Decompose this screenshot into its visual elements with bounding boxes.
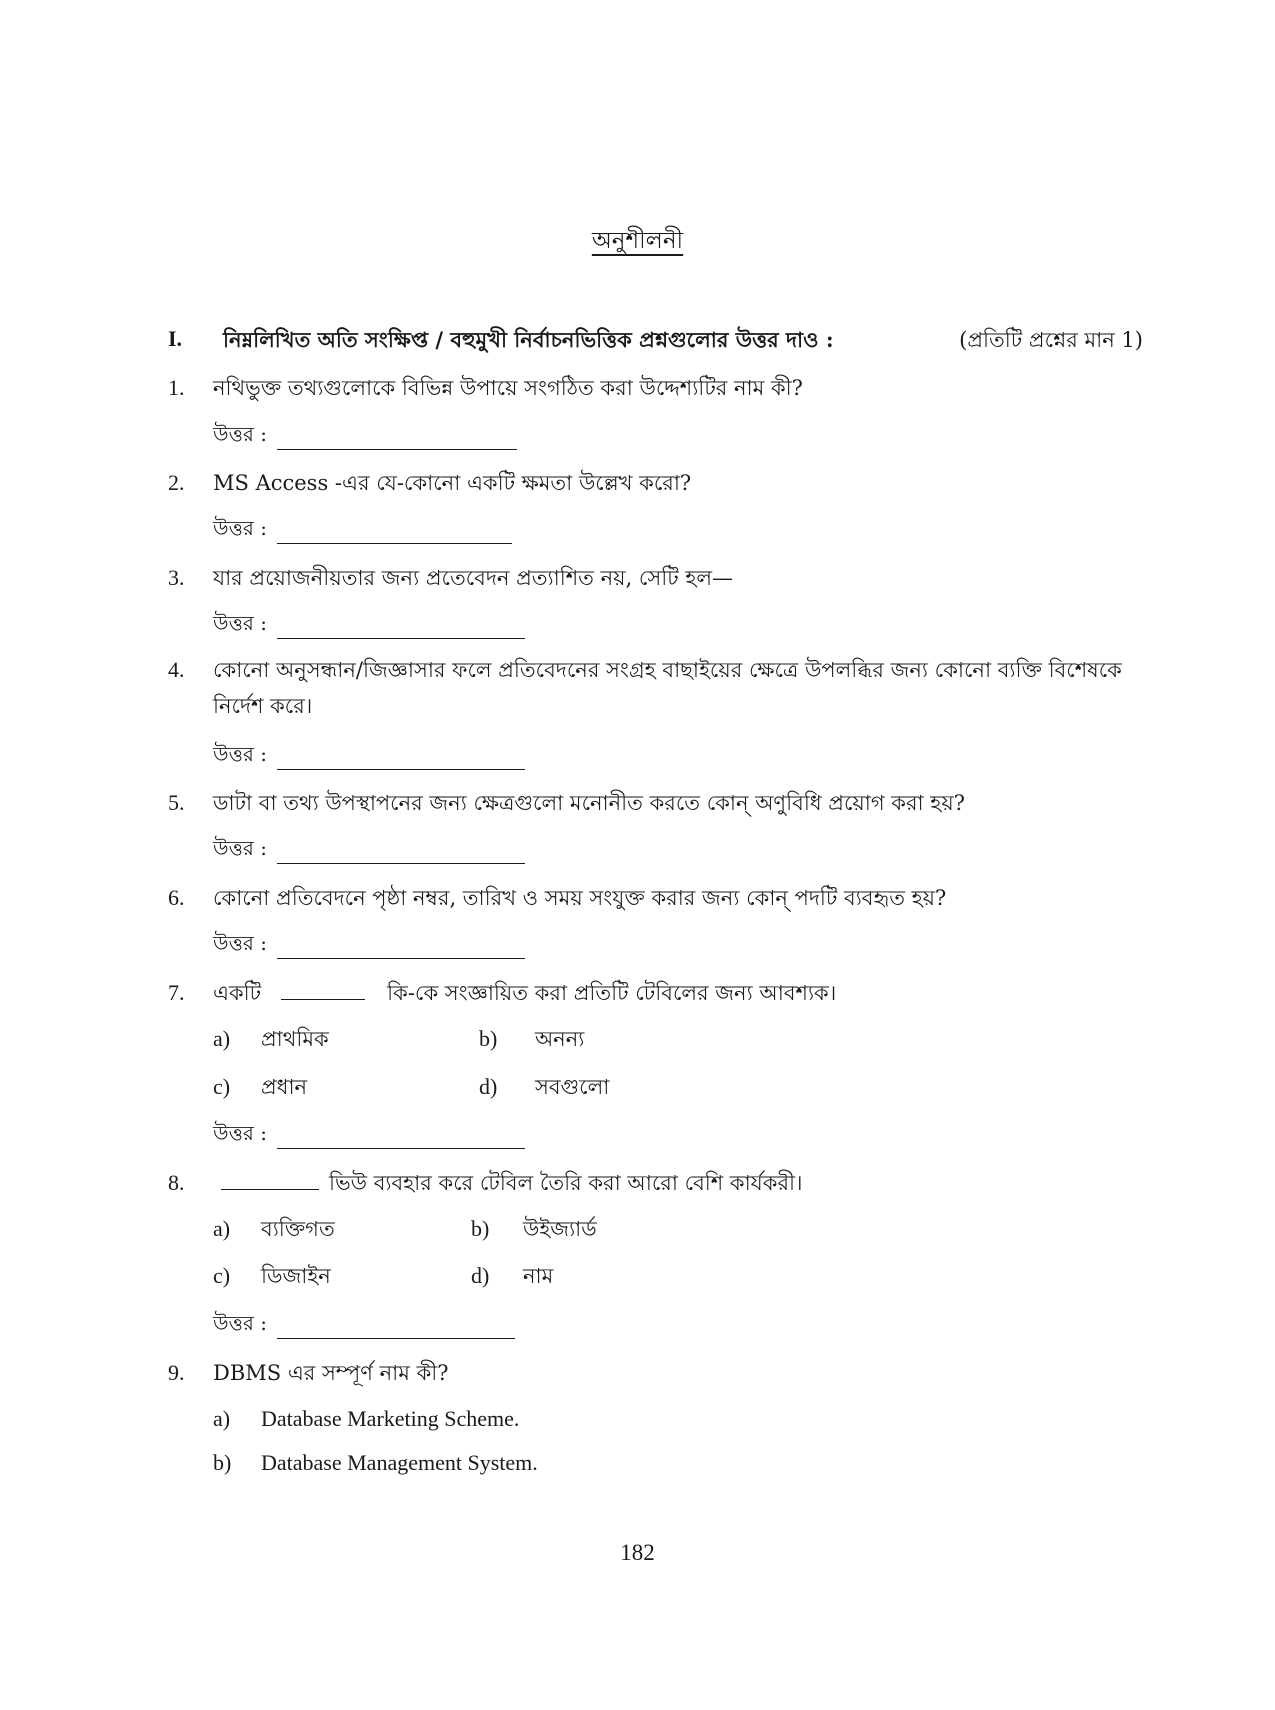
question-text: যার প্রয়োজনীয়তার জন্য প্রতেবেদন প্রত্যাশিত নয়, সেটি হল—	[213, 566, 734, 590]
option-c[interactable]: ডিজাইন	[261, 1264, 331, 1288]
question-text: নথিভুক্ত তথ্যগুলোকে বিভিন্ন উপায়ে সংগঠিত করা উদ্দেশ্যটির নাম কী?	[213, 376, 803, 400]
option-b[interactable]: উইজ্যার্ড	[523, 1217, 597, 1241]
answer-line[interactable]	[277, 425, 517, 450]
answer-label: উত্তর :	[213, 836, 267, 860]
question-text: কোনো প্রতিবেদনে পৃষ্ঠা নম্বর, তারিখ ও সময় সংযুক্ত করার জন্য কোন্ পদটি ব্যবহৃত হয়?	[213, 886, 947, 910]
option-letter: d)	[479, 1074, 498, 1099]
fill-blank[interactable]	[221, 1188, 319, 1190]
question-number: 7.	[168, 980, 185, 1005]
answer-label: উত্তর :	[213, 931, 267, 955]
answer-label: উত্তর :	[213, 1121, 267, 1145]
option-d[interactable]: নাম	[523, 1264, 554, 1288]
answer-line[interactable]	[277, 745, 525, 770]
option-b[interactable]: অনন্য	[535, 1027, 585, 1051]
answer-line[interactable]	[277, 839, 525, 864]
question-number: 6.	[168, 885, 185, 910]
answer-label: উত্তর :	[213, 742, 267, 766]
section-number: I.	[168, 326, 183, 351]
question-text	[213, 1165, 1158, 1201]
option-letter: c)	[213, 1074, 231, 1099]
option-c[interactable]: প্রধান	[261, 1075, 308, 1099]
options-row	[213, 1022, 813, 1058]
question-text	[213, 975, 1158, 1011]
option-letter: a)	[213, 1406, 231, 1431]
question-text: ডাটা বা তথ্য উপস্থাপনের জন্য ক্ষেত্রগুলো মনোনীত করতে কোন্ অণুবিধি প্রয়োগ করা হয়?	[213, 791, 965, 815]
option-letter: b)	[471, 1216, 490, 1241]
option-letter: b)	[213, 1450, 232, 1475]
option-letter: b)	[479, 1026, 498, 1051]
answer-row-7	[213, 1117, 525, 1149]
section-instruction: নিম্নলিখিত অতি সংক্ষিপ্ত / বহুমুখী নির্বাচনভিত্তিক প্রশ্নগুলোর উত্তর দাও :	[223, 327, 834, 352]
options-row	[213, 1212, 813, 1248]
question-number: 8.	[168, 1170, 185, 1195]
question-text: কোনো অনুসন্ধান/জিজ্ঞাসার ফলে প্রতিবেদনের সংগ্রহ বাছাইয়ের ক্ষেত্রে উপলব্ধির জন্য কোনো ব্যক্তি বিশেষকে নির্দেশ করে।	[213, 658, 1122, 718]
question-text: MS Access -এর যে-কোনো একটি ক্ষমতা উল্লেখ করো?	[213, 471, 692, 495]
answer-line[interactable]	[277, 519, 512, 544]
question-text-after: ভিউ ব্যবহার করে টেবিল তৈরি করা আরো বেশি কার্যকরী।	[329, 1171, 803, 1195]
question-number: 5.	[168, 790, 185, 815]
answer-label: উত্তর :	[213, 516, 267, 540]
option-letter: d)	[471, 1263, 490, 1288]
option-b[interactable]: Database Management System.	[261, 1450, 538, 1475]
options-row	[213, 1259, 813, 1295]
answer-row-3	[213, 607, 525, 639]
answer-label: উত্তর :	[213, 1311, 267, 1335]
answer-row-5	[213, 832, 525, 864]
answer-line[interactable]	[277, 614, 525, 639]
option-a[interactable]: প্রাথমিক	[261, 1027, 329, 1051]
answer-line[interactable]	[277, 934, 525, 959]
options-row	[213, 1402, 813, 1438]
answer-row-2	[213, 512, 512, 544]
answer-row-1	[213, 418, 517, 450]
options-row	[213, 1446, 813, 1482]
answer-line[interactable]	[277, 1314, 515, 1339]
option-letter: a)	[213, 1026, 231, 1051]
option-letter: c)	[213, 1263, 231, 1288]
option-a[interactable]: Database Marketing Scheme.	[261, 1406, 520, 1431]
page-number: 182	[620, 1540, 655, 1565]
question-text-after: কি-কে সংজ্ঞায়িত করা প্রতিটি টেবিলের জন্য আবশ্যক।	[387, 981, 837, 1005]
option-letter: a)	[213, 1216, 231, 1241]
answer-line[interactable]	[277, 1124, 525, 1149]
question-text: DBMS এর সম্পূর্ণ নাম কী?	[213, 1361, 449, 1385]
question-number: 9.	[168, 1360, 185, 1385]
question-number: 1.	[168, 375, 185, 400]
question-number: 3.	[168, 565, 185, 590]
page-title: অনুশীলনী	[591, 228, 684, 254]
option-d[interactable]: সবগুলো	[535, 1075, 610, 1099]
options-row	[213, 1070, 813, 1106]
answer-row-6	[213, 927, 525, 959]
answer-row-4	[213, 738, 525, 770]
question-number: 4.	[168, 657, 185, 682]
question-text-before: একটি	[213, 981, 262, 1005]
section-marks: (প্রতিটি প্রশ্নের মান 1)	[959, 328, 1143, 352]
option-a[interactable]: ব্যক্তিগত	[261, 1217, 335, 1241]
section-header	[168, 322, 1143, 358]
answer-label: উত্তর :	[213, 422, 267, 446]
answer-row-8	[213, 1307, 515, 1339]
question-number: 2.	[168, 470, 185, 495]
fill-blank[interactable]	[281, 998, 365, 1000]
answer-label: উত্তর :	[213, 611, 267, 635]
